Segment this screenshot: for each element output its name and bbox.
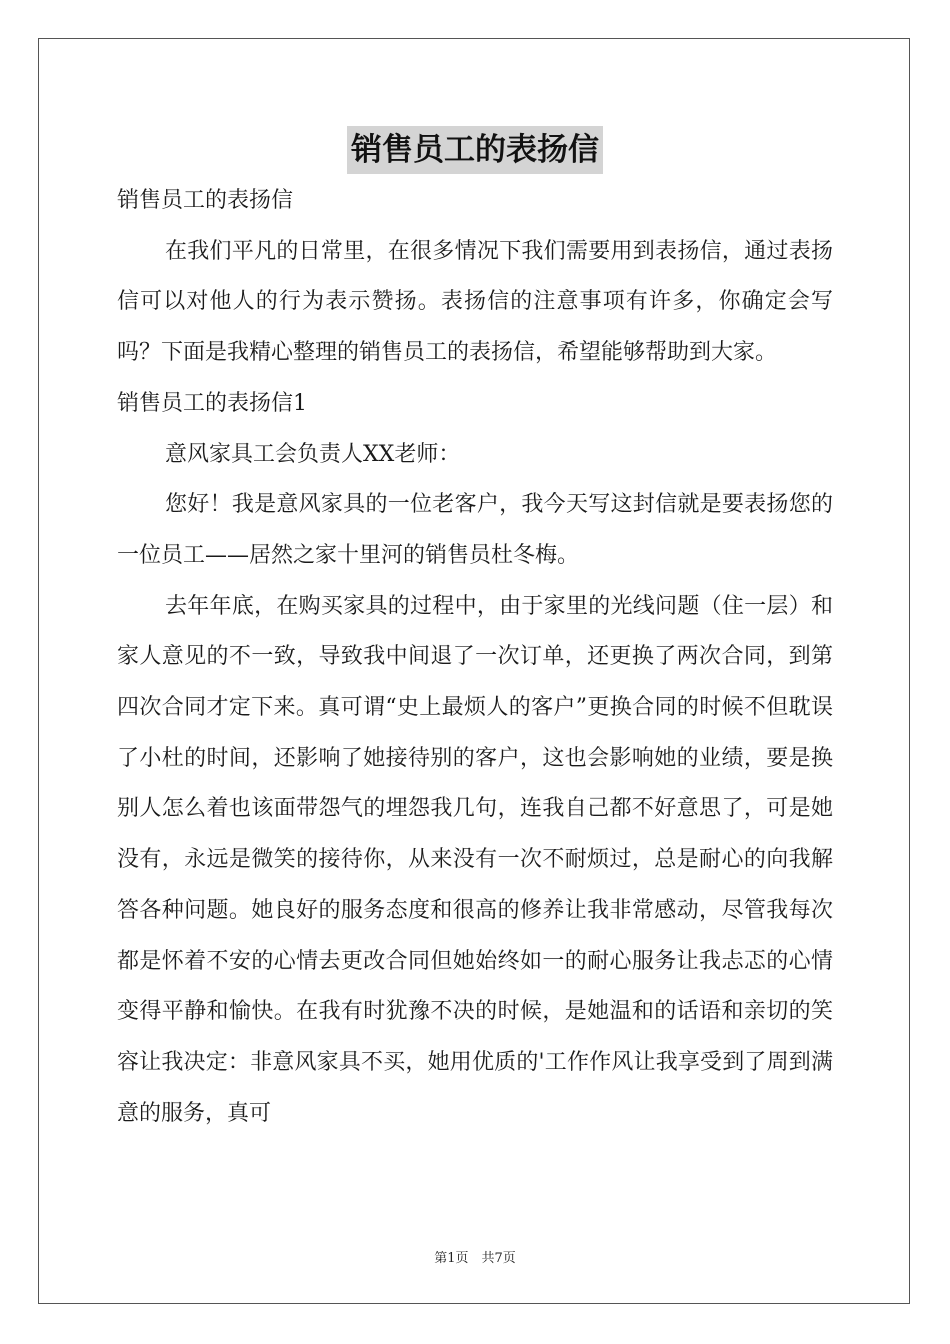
greeting-paragraph: 您好！我是意风家具的一位老客户，我今天写这封信就是要表扬您的一位员工——居然之家十里河的销售员杜冬梅。	[117, 492, 833, 568]
body-paragraph: 去年年底，在购买家具的过程中，由于家里的光线问题（住一层）和家人意见的不一致，导致我中间退了一次订单，还更换了两次合同，到第四次合同才定下来。真可谓“史上最烦人的客户”更换合同的时候不但耽误了小杜的时间，还影响了她接待别的客户，这也会影响她的业绩，要是换别人怎么着也该面带怨气的埋怨我几句，连我自己都不好意思了，可是她没有，永远是微笑的接待你，从来没有一次不耐烦过，总是耐心的向我解答各种问题。她良好的服务态度和很高的修养让我非常感动，尽管我每次都是怀着不安的心情去更改合同但她始终如一的耐心服务让我忐忑的心情变得平静和愉快。在我有时犹豫不决的时候，是她温和的话语和亲切的笑容让我决定：非意风家具不买，她用优质的'工作作风让我享受到了周到满意的服务，真可	[117, 593, 833, 1126]
section-heading: 销售员工的表扬信1	[117, 390, 307, 416]
subtitle-line: 销售员工的表扬信	[117, 188, 294, 213]
salutation: 意风家具工会负责人XX老师：	[165, 441, 461, 467]
document-title: 销售员工的表扬信	[347, 126, 603, 174]
document-body	[117, 176, 833, 1139]
page-footer: 第1页 共7页	[434, 1251, 516, 1266]
intro-paragraph: 在我们平凡的日常里，在很多情况下我们需要用到表扬信，通过表扬信可以对他人的行为表示赞扬。表扬信的注意事项有许多，你确定会写吗？下面是我精心整理的销售员工的表扬信，希望能够帮助到大家。	[117, 238, 833, 366]
title-block	[0, 126, 950, 174]
